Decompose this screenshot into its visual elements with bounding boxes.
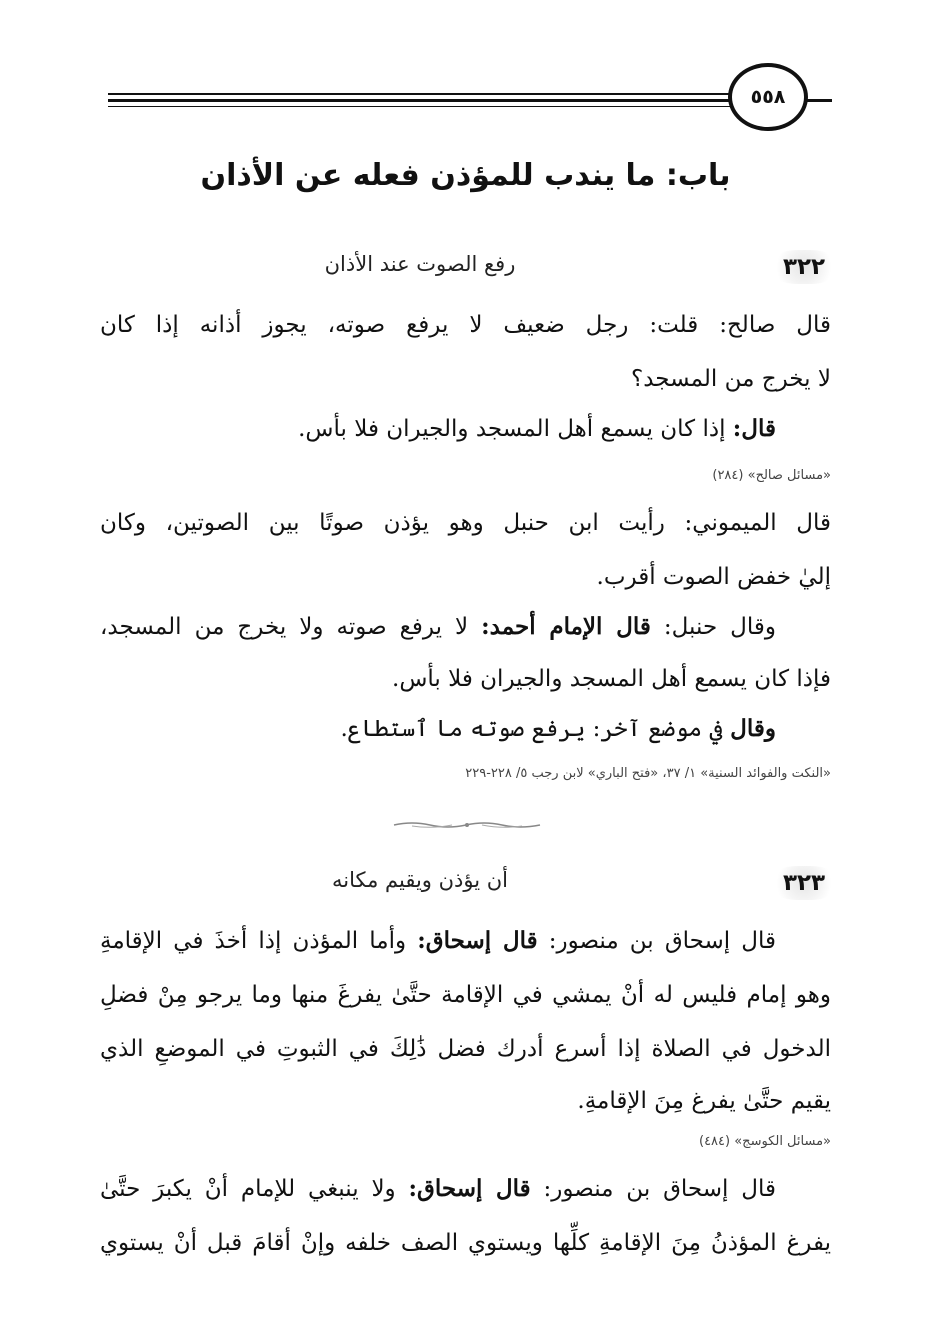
body-text: لا يرفع صوته ولا يخرج من المسجد، [100,614,469,640]
reference-note: «مسائل الكوسج» (٤٨٤) [698,1134,831,1149]
body-line: فإذا كان يسمع أهل المسجد والجيران فلا بأس. [392,666,831,692]
body-text: ولا ينبغي للإمام أنْ يكبرَ حتَّىٰ [100,1176,396,1202]
body-line: قال صالح: قلت: رجل ضعيف لا يرفع صوته، يجوز أذانه إذا كان [100,312,831,338]
body-line: يقيم حتَّىٰ يفرغ مِنَ الإقامةِ. [577,1088,831,1114]
body-line: الدخول في الصلاة إذا أسرع أدرك فضل ذَٰلِكَ في الثبوتِ في الموضعِ الذي [100,1036,831,1062]
body-line: لا يخرج من المسجد؟ [630,366,831,392]
speaker-label: قال إسحاق: [408,1175,531,1202]
body-line [100,610,831,644]
body-line [100,924,831,958]
body-text: قال إسحاق بن منصور: [543,1176,776,1202]
body-line: يفرغ المؤذنُ مِنَ الإقامةِ كلِّها ويستوي الصف خلفه وإنْ أقامَ قبل أنْ يستوي [100,1230,831,1256]
body-line: وهو إمام فليس له أنْ يمشي في الإقامة حتَّىٰ يفرغَ منها وما يرجو مِنْ فضلِ [100,982,831,1008]
body-text: في موضع آخر: يرفع صوته ما ٱستطاع. [340,716,723,742]
speaker-label: قال إسحاق: [417,927,538,954]
body-line: إليٰ خفض الصوت أقرب. [596,564,831,590]
header-rule [108,93,732,95]
body-line [100,712,831,746]
speaker-label: وقال [730,715,776,742]
header-rule [108,99,732,102]
body-text: إذا كان يسمع أهل المسجد والجيران فلا بأس. [298,416,726,442]
body-text: وقال حنبل: [663,614,776,640]
section-title: رفع الصوت عند الأذان [324,252,516,276]
body-text: وأما المؤذن إذا أخذَ في الإقامةِ [100,928,407,954]
reference-note: «النكت والفوائد السنية» ١/ ٣٧، «فتح الباري» لابن رجب ٥/ ٢٢٨-٢٢٩ [465,766,831,781]
section-number: ٣٢٢ [770,250,838,284]
body-line: قال الميموني: رأيت ابن حنبل وهو يؤذن صوتًا بين الصوتين، وكان [100,510,831,536]
page-number: ٥٥٨ [728,63,808,131]
body-line [100,1172,831,1206]
reference-note: «مسائل صالح» (٢٨٤) [712,468,831,483]
section-number: ٣٢٣ [770,866,838,900]
body-text: قال إسحاق بن منصور: [548,928,777,954]
chapter-title: باب: ما يندب للمؤذن فعله عن الأذان [200,158,731,193]
speaker-label: قال: [732,415,776,442]
section-title: أن يؤذن ويقيم مكانه [331,868,509,892]
header-rule [108,106,732,107]
ornament-divider [392,820,542,830]
speaker-label: قال الإمام أحمد: [481,613,651,640]
body-line [100,412,831,446]
